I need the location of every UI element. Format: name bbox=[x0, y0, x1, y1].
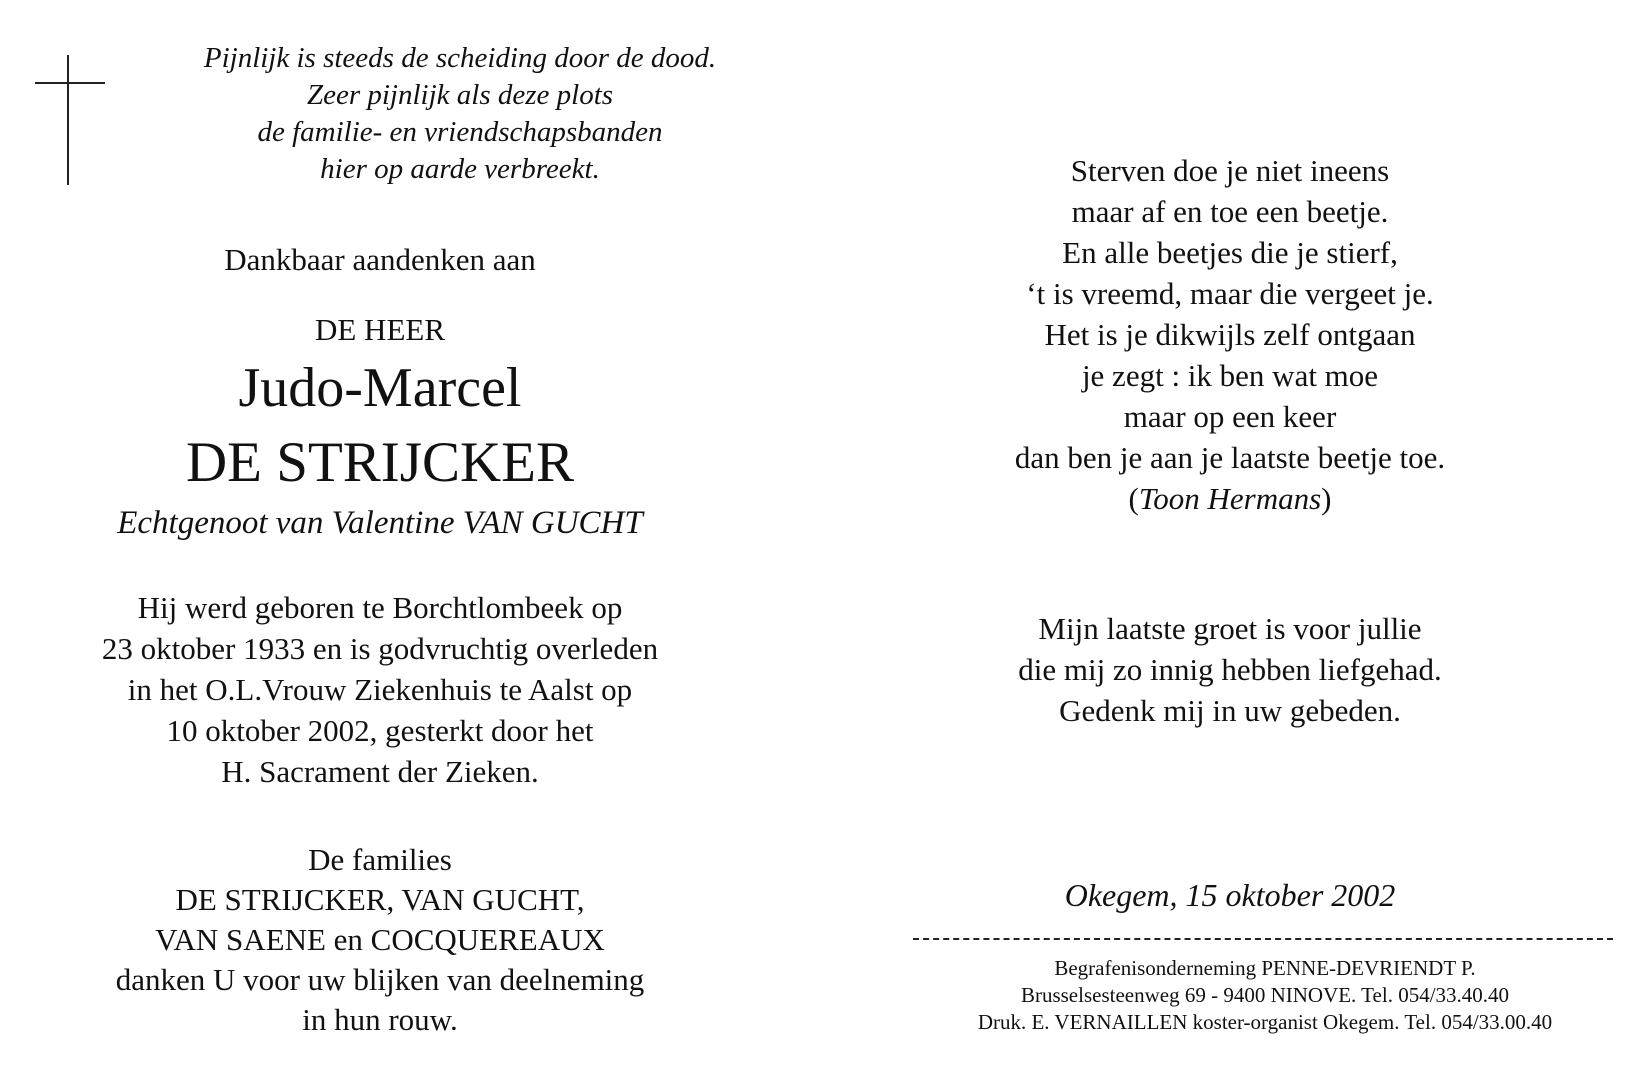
verse-line: Zeer pijnlijk als deze plots bbox=[306, 79, 614, 111]
cross-icon bbox=[35, 55, 105, 185]
printer-line: Begrafenisonderneming PENNE-DEVRIENDT P. bbox=[1054, 956, 1476, 980]
deceased-first-name: Judo-Marcel bbox=[238, 357, 522, 419]
families-line: DE STRIJCKER, VAN GUCHT, bbox=[175, 882, 585, 917]
families-line: VAN SAENE en COCQUEREAUX bbox=[155, 922, 605, 957]
poem-line: je zegt : ik ben wat moe bbox=[1081, 358, 1379, 393]
poem-line: maar op een keer bbox=[1123, 399, 1337, 434]
bio-line: in het O.L.Vrouw Ziekenhuis te Aalst op bbox=[127, 672, 633, 707]
poem-author-name: Toon Hermans bbox=[1138, 481, 1322, 516]
verse-line: Pijnlijk is steeds de scheiding door de dood. bbox=[203, 42, 717, 74]
poem-line: dan ben je aan je laatste beetje toe. bbox=[1014, 440, 1446, 475]
honorific-title: DE HEER bbox=[314, 312, 445, 347]
biography bbox=[0, 587, 760, 792]
families-thanks bbox=[0, 840, 760, 1040]
place-and-date: Okegem, 15 oktober 2002 bbox=[1064, 877, 1396, 913]
poem-line: En alle beetjes die je stierf, bbox=[1062, 235, 1398, 270]
opening-verse bbox=[140, 40, 780, 188]
farewell-line: Gedenk mij in uw gebeden. bbox=[1059, 693, 1401, 728]
dedication: Dankbaar aandenken aan bbox=[224, 242, 536, 277]
dashed-divider bbox=[913, 938, 1613, 940]
families-line: in hun rouw. bbox=[302, 1002, 458, 1037]
poem-line: Sterven doe je niet ineens bbox=[1070, 153, 1390, 188]
families-line: De families bbox=[308, 842, 452, 877]
verse-line: hier op aarde verbreekt. bbox=[320, 153, 600, 185]
families-line: danken U voor uw blijken van deelneming bbox=[115, 962, 645, 997]
bio-line: 10 oktober 2002, gesterkt door het bbox=[166, 713, 594, 748]
poem-line: maar af en toe een beetje. bbox=[1071, 194, 1389, 229]
spouse-line: Echtgenoot van Valentine VAN GUCHT bbox=[117, 505, 643, 541]
poem bbox=[820, 150, 1635, 519]
printer-info bbox=[900, 955, 1630, 1036]
poem-line: ‘t is vreemd, maar die vergeet je. bbox=[1026, 276, 1434, 311]
right-panel bbox=[820, 0, 1635, 1065]
verse-line: de familie- en vriendschapsbanden bbox=[257, 116, 663, 148]
farewell-line: Mijn laatste groet is voor jullie bbox=[1038, 611, 1422, 646]
printer-line: Druk. E. VERNAILLEN koster-organist Okegem. Tel. 054/33.00.40 bbox=[977, 1010, 1553, 1034]
bio-line: 23 oktober 1933 en is godvruchtig overleden bbox=[101, 631, 659, 666]
deceased-surname: DE STRIJCKER bbox=[186, 431, 574, 494]
bio-line: Hij werd geboren te Borchtlombeek op bbox=[137, 590, 623, 625]
farewell-message bbox=[820, 608, 1635, 731]
printer-line: Brusselsesteenweg 69 - 9400 NINOVE. Tel. 054/33.40.40 bbox=[1020, 983, 1510, 1007]
farewell-line: die mij zo innig hebben liefgehad. bbox=[1018, 652, 1442, 687]
left-panel bbox=[0, 0, 780, 1065]
poem-author: (Toon Hermans) bbox=[1128, 481, 1332, 516]
bio-line: H. Sacrament der Zieken. bbox=[221, 754, 539, 789]
poem-line: Het is je dikwijls zelf ontgaan bbox=[1044, 317, 1416, 352]
